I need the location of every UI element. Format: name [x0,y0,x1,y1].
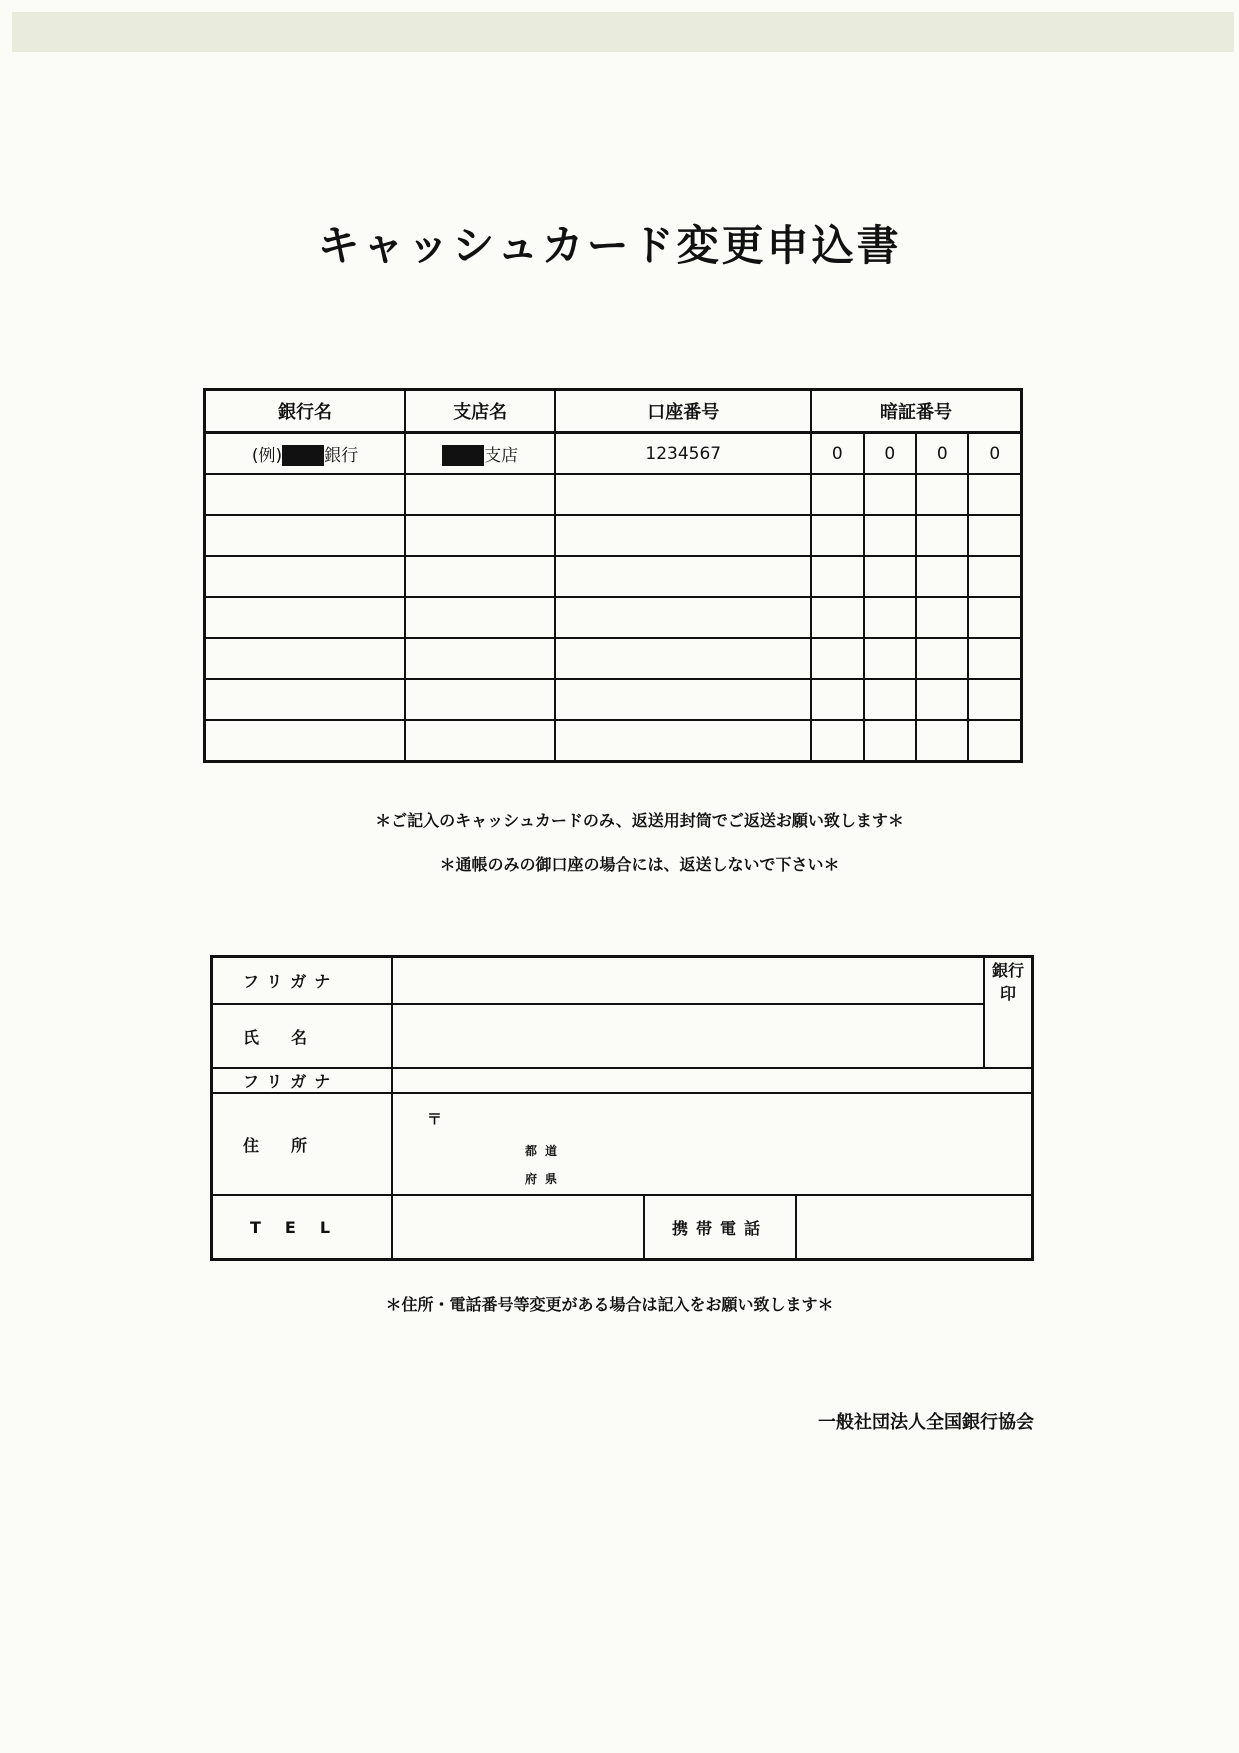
tel-label: TEL [212,1195,393,1260]
header-account-number: 口座番号 [555,390,811,433]
example-bank-suffix: 銀行 [324,445,359,466]
account-number-field[interactable] [555,474,811,515]
pin-digit-field[interactable] [968,679,1021,720]
example-pin-digit: 0 [864,433,916,475]
address-label: 住 所 [212,1093,393,1195]
pin-digit-field[interactable] [916,474,968,515]
pin-digit-field[interactable] [864,474,916,515]
header-bank-name: 銀行名 [205,390,405,433]
bank-name-field[interactable] [205,638,405,679]
branch-name-field[interactable] [405,556,556,597]
pin-digit-field[interactable] [864,638,916,679]
pin-digit-field[interactable] [811,474,863,515]
issuer-name: 一般社団法人全国銀行協会 [818,1412,1034,1433]
branch-name-field[interactable] [405,515,556,556]
bank-name-field[interactable] [205,556,405,597]
bank-stamp-box[interactable] [984,1004,1033,1068]
prefecture-line-2: 府県 [525,1172,566,1186]
pin-digit-field[interactable] [811,556,863,597]
bank-stamp-label: 銀行印 [984,957,1033,1005]
account-number-field[interactable] [555,679,811,720]
example-pin-digit: 0 [811,433,863,475]
postal-mark: 〒 [427,1110,443,1128]
example-bank-cell [205,433,405,475]
entry-row [205,597,1022,638]
pin-digit-field[interactable] [811,720,863,762]
pin-digit-field[interactable] [968,597,1021,638]
pin-digit-field[interactable] [968,515,1021,556]
passbook-instruction-note: ＊通帳のみの御口座の場合には、返送しないで下さい＊ [439,855,840,874]
pin-digit-field[interactable] [968,720,1021,762]
phone-row [392,1195,1033,1260]
address-furigana-field[interactable] [392,1068,1033,1093]
branch-name-field[interactable] [405,638,556,679]
account-number-field[interactable] [555,638,811,679]
pin-digit-field[interactable] [811,679,863,720]
header-branch-name: 支店名 [405,390,556,433]
branch-name-field[interactable] [405,597,556,638]
entry-row [205,720,1022,762]
bank-name-field[interactable] [205,515,405,556]
pin-digit-field[interactable] [916,679,968,720]
account-number-field[interactable] [555,597,811,638]
pin-digit-field[interactable] [811,638,863,679]
pin-digit-field[interactable] [916,720,968,762]
return-instruction-note: ＊ご記入のキャッシュカードのみ、返送用封筒でご返送お願い致します＊ [375,811,904,830]
mobile-label: 携帯電話 [644,1196,796,1258]
entry-row [205,474,1022,515]
address-field[interactable] [392,1093,1033,1195]
example-pin-digit: 0 [968,433,1021,475]
bank-name-field[interactable] [205,720,405,762]
example-pin-digit: 0 [916,433,968,475]
page-title: キャッシュカード変更申込書 [317,221,902,270]
entry-row [205,515,1022,556]
name-label: 氏 名 [212,1004,393,1068]
example-account-cell: 1234567 [555,433,811,475]
pin-digit-field[interactable] [916,638,968,679]
bank-name-field[interactable] [205,474,405,515]
address-furigana-label: フリガナ [212,1068,393,1093]
example-prefix: (例) [251,445,283,466]
entry-row [205,679,1022,720]
pin-digit-field[interactable] [916,597,968,638]
mobile-field[interactable] [796,1196,1031,1258]
branch-name-field[interactable] [405,720,556,762]
pin-digit-field[interactable] [968,638,1021,679]
branch-name-field[interactable] [405,679,556,720]
pin-digit-field[interactable] [811,597,863,638]
bank-name-field[interactable] [205,679,405,720]
example-row [205,433,1022,475]
name-furigana-field[interactable] [392,957,984,1005]
pin-digit-field[interactable] [864,720,916,762]
redacted-block [282,445,324,466]
change-instruction-note: ＊住所・電話番号等変更がある場合は記入をお願い致します＊ [385,1295,834,1314]
pin-digit-field[interactable] [864,556,916,597]
name-field[interactable] [392,1004,984,1068]
account-number-field[interactable] [555,556,811,597]
branch-name-field[interactable] [405,474,556,515]
pin-digit-field[interactable] [811,515,863,556]
personal-info-table [210,955,1034,1261]
scan-edge-band [12,12,1234,52]
prefecture-line-1: 都道 [525,1144,566,1158]
entry-row [205,638,1022,679]
pin-digit-field[interactable] [864,679,916,720]
account-table [203,388,1023,763]
account-number-field[interactable] [555,720,811,762]
pin-digit-field[interactable] [864,597,916,638]
example-branch-suffix: 支店 [484,445,519,466]
pin-digit-field[interactable] [864,515,916,556]
pin-digit-field[interactable] [968,474,1021,515]
entry-row [205,556,1022,597]
pin-digit-field[interactable] [916,556,968,597]
tel-field[interactable] [393,1196,644,1258]
example-branch-cell [405,433,556,475]
header-pin: 暗証番号 [811,390,1021,433]
pin-digit-field[interactable] [968,556,1021,597]
account-number-field[interactable] [555,515,811,556]
pin-digit-field[interactable] [916,515,968,556]
bank-name-field[interactable] [205,597,405,638]
furigana-label: フリガナ [212,957,393,1005]
redacted-block [442,445,484,466]
